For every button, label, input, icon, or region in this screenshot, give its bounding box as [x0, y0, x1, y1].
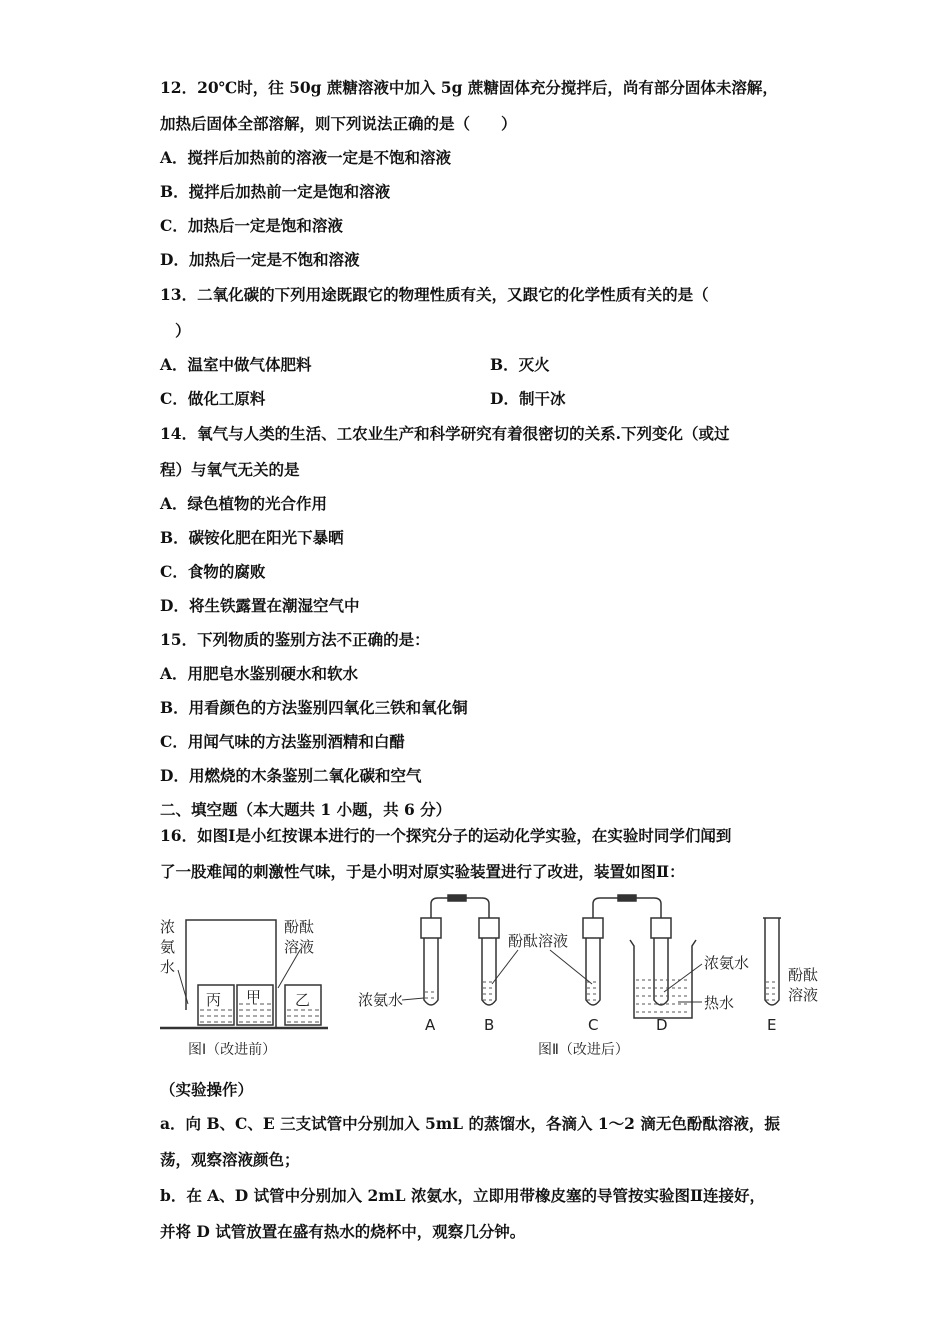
q16-stem-line1: 16．如图Ⅰ是小红按课本进行的一个探究分子的运动化学实验，在实验时同学们闻到: [160, 826, 732, 845]
fig1-beaker-jia: 甲: [246, 988, 262, 1006]
q14-option-b: B．碳铵化肥在阳光下暴晒: [160, 528, 344, 547]
fig1-label-ammonia-3: 水: [160, 958, 176, 976]
fig1-beaker-bing: 丙: [206, 991, 222, 1009]
fig2-label-hot-water: 热水: [704, 994, 735, 1012]
q12-option-d: D．加热后一定是不饱和溶液: [160, 250, 360, 269]
fig2-label-phenol-e-2: 溶液: [788, 986, 819, 1004]
q14-option-c: C．食物的腐败: [160, 562, 266, 581]
q15-option-d: D．用燃烧的木条鉴别二氧化碳和空气: [160, 766, 422, 785]
fig1-beaker-yi: 乙: [295, 991, 311, 1009]
q12-option-c: C．加热后一定是饱和溶液: [160, 216, 343, 235]
q15-option-c: C．用闻气味的方法鉴别酒精和白醋: [160, 732, 405, 751]
fig1-label-phenol-1: 酚酞: [284, 918, 315, 936]
fig2-label-phenol-e-1: 酚酞: [788, 966, 819, 984]
fig2-tube-a-label: A: [425, 1016, 436, 1034]
q12-option-b: B．搅拌后加热前一定是饱和溶液: [160, 182, 391, 201]
operation-b-line2: 并将 D 试管放置在盛有热水的烧杯中，观察几分钟。: [160, 1222, 526, 1241]
q13-option-b: B．灭火: [490, 355, 550, 374]
fig2-tube-d-label: D: [656, 1016, 668, 1034]
q12-stem-line1: 12．20℃时，往 50g 蔗糖溶液中加入 5g 蔗糖固体充分搅拌后，尚有部分固体未溶解，: [160, 78, 778, 97]
fig2-tube-c-label: C: [588, 1016, 599, 1034]
q14-option-d: D．将生铁露置在潮湿空气中: [160, 596, 360, 615]
q13-option-c: C．做化工原料: [160, 389, 266, 408]
q12-stem-line2: 加热后固体全部溶解，则下列说法正确的是（ ）: [160, 114, 517, 133]
fig1-label-ammonia-1: 浓: [160, 918, 176, 936]
q15-option-a: A．用肥皂水鉴别硬水和软水: [160, 664, 359, 683]
fig1-label-phenol-2: 溶液: [284, 938, 315, 956]
operation-a-line1: a．向 B、C、E 三支试管中分别加入 5mL 的蒸馏水，各滴入 1～2 滴无色酚酞溶液，振: [160, 1114, 780, 1133]
q15-option-b: B．用看颜色的方法鉴别四氧化三铁和氧化铜: [160, 698, 468, 717]
fig2-label-phenolphthalein: 酚酞溶液: [508, 932, 569, 950]
q13-option-a: A．温室中做气体肥料: [160, 355, 312, 374]
fig2-label-ammonia-d: 浓氨水: [704, 954, 750, 972]
fig1-label-ammonia-2: 氨: [160, 938, 176, 956]
fig1-caption: 图Ⅰ（改进前）: [188, 1042, 277, 1058]
operation-a-line2: 荡，观察溶液颜色；: [160, 1150, 300, 1169]
section-heading: 二、填空题（本大题共 1 小题，共 6 分）: [160, 800, 452, 819]
fig2-tube-e-label: E: [767, 1016, 777, 1034]
q12-option-a: A．搅拌后加热前的溶液一定是不饱和溶液: [160, 148, 452, 167]
experiment-figure: [158, 892, 828, 1062]
figure1-apparatus: [160, 920, 328, 1028]
q14-stem-line2: 程）与氧气无关的是: [160, 460, 300, 479]
fig2-label-ammonia-a: 浓氨水: [358, 991, 404, 1009]
q13-stem-line1: 13．二氧化碳的下列用途既跟它的物理性质有关，又跟它的化学性质有关的是（: [160, 285, 709, 304]
q13-option-d: D．制干冰: [490, 389, 566, 408]
operation-b-line1: b．在 A、D 试管中分别加入 2mL 浓氨水，立即用带橡皮塞的导管按实验图Ⅱ连接好，: [160, 1186, 766, 1205]
fig2-tube-b-label: B: [484, 1016, 495, 1034]
q13-stem-line2: ）: [175, 321, 191, 340]
q14-option-a: A．绿色植物的光合作用: [160, 494, 328, 513]
q15-stem: 15．下列物质的鉴别方法不正确的是：: [160, 630, 430, 649]
q16-stem-line2: 了一股难闻的刺激性气味，于是小明对原实验装置进行了改进，装置如图Ⅱ：: [160, 862, 685, 881]
fig2-caption: 图Ⅱ（改进后）: [538, 1042, 629, 1058]
operation-title: （实验操作）: [160, 1080, 254, 1099]
q14-stem-line1: 14．氧气与人类的生活、工农业生产和科学研究有着很密切的关系.下列变化（或过: [160, 424, 730, 443]
